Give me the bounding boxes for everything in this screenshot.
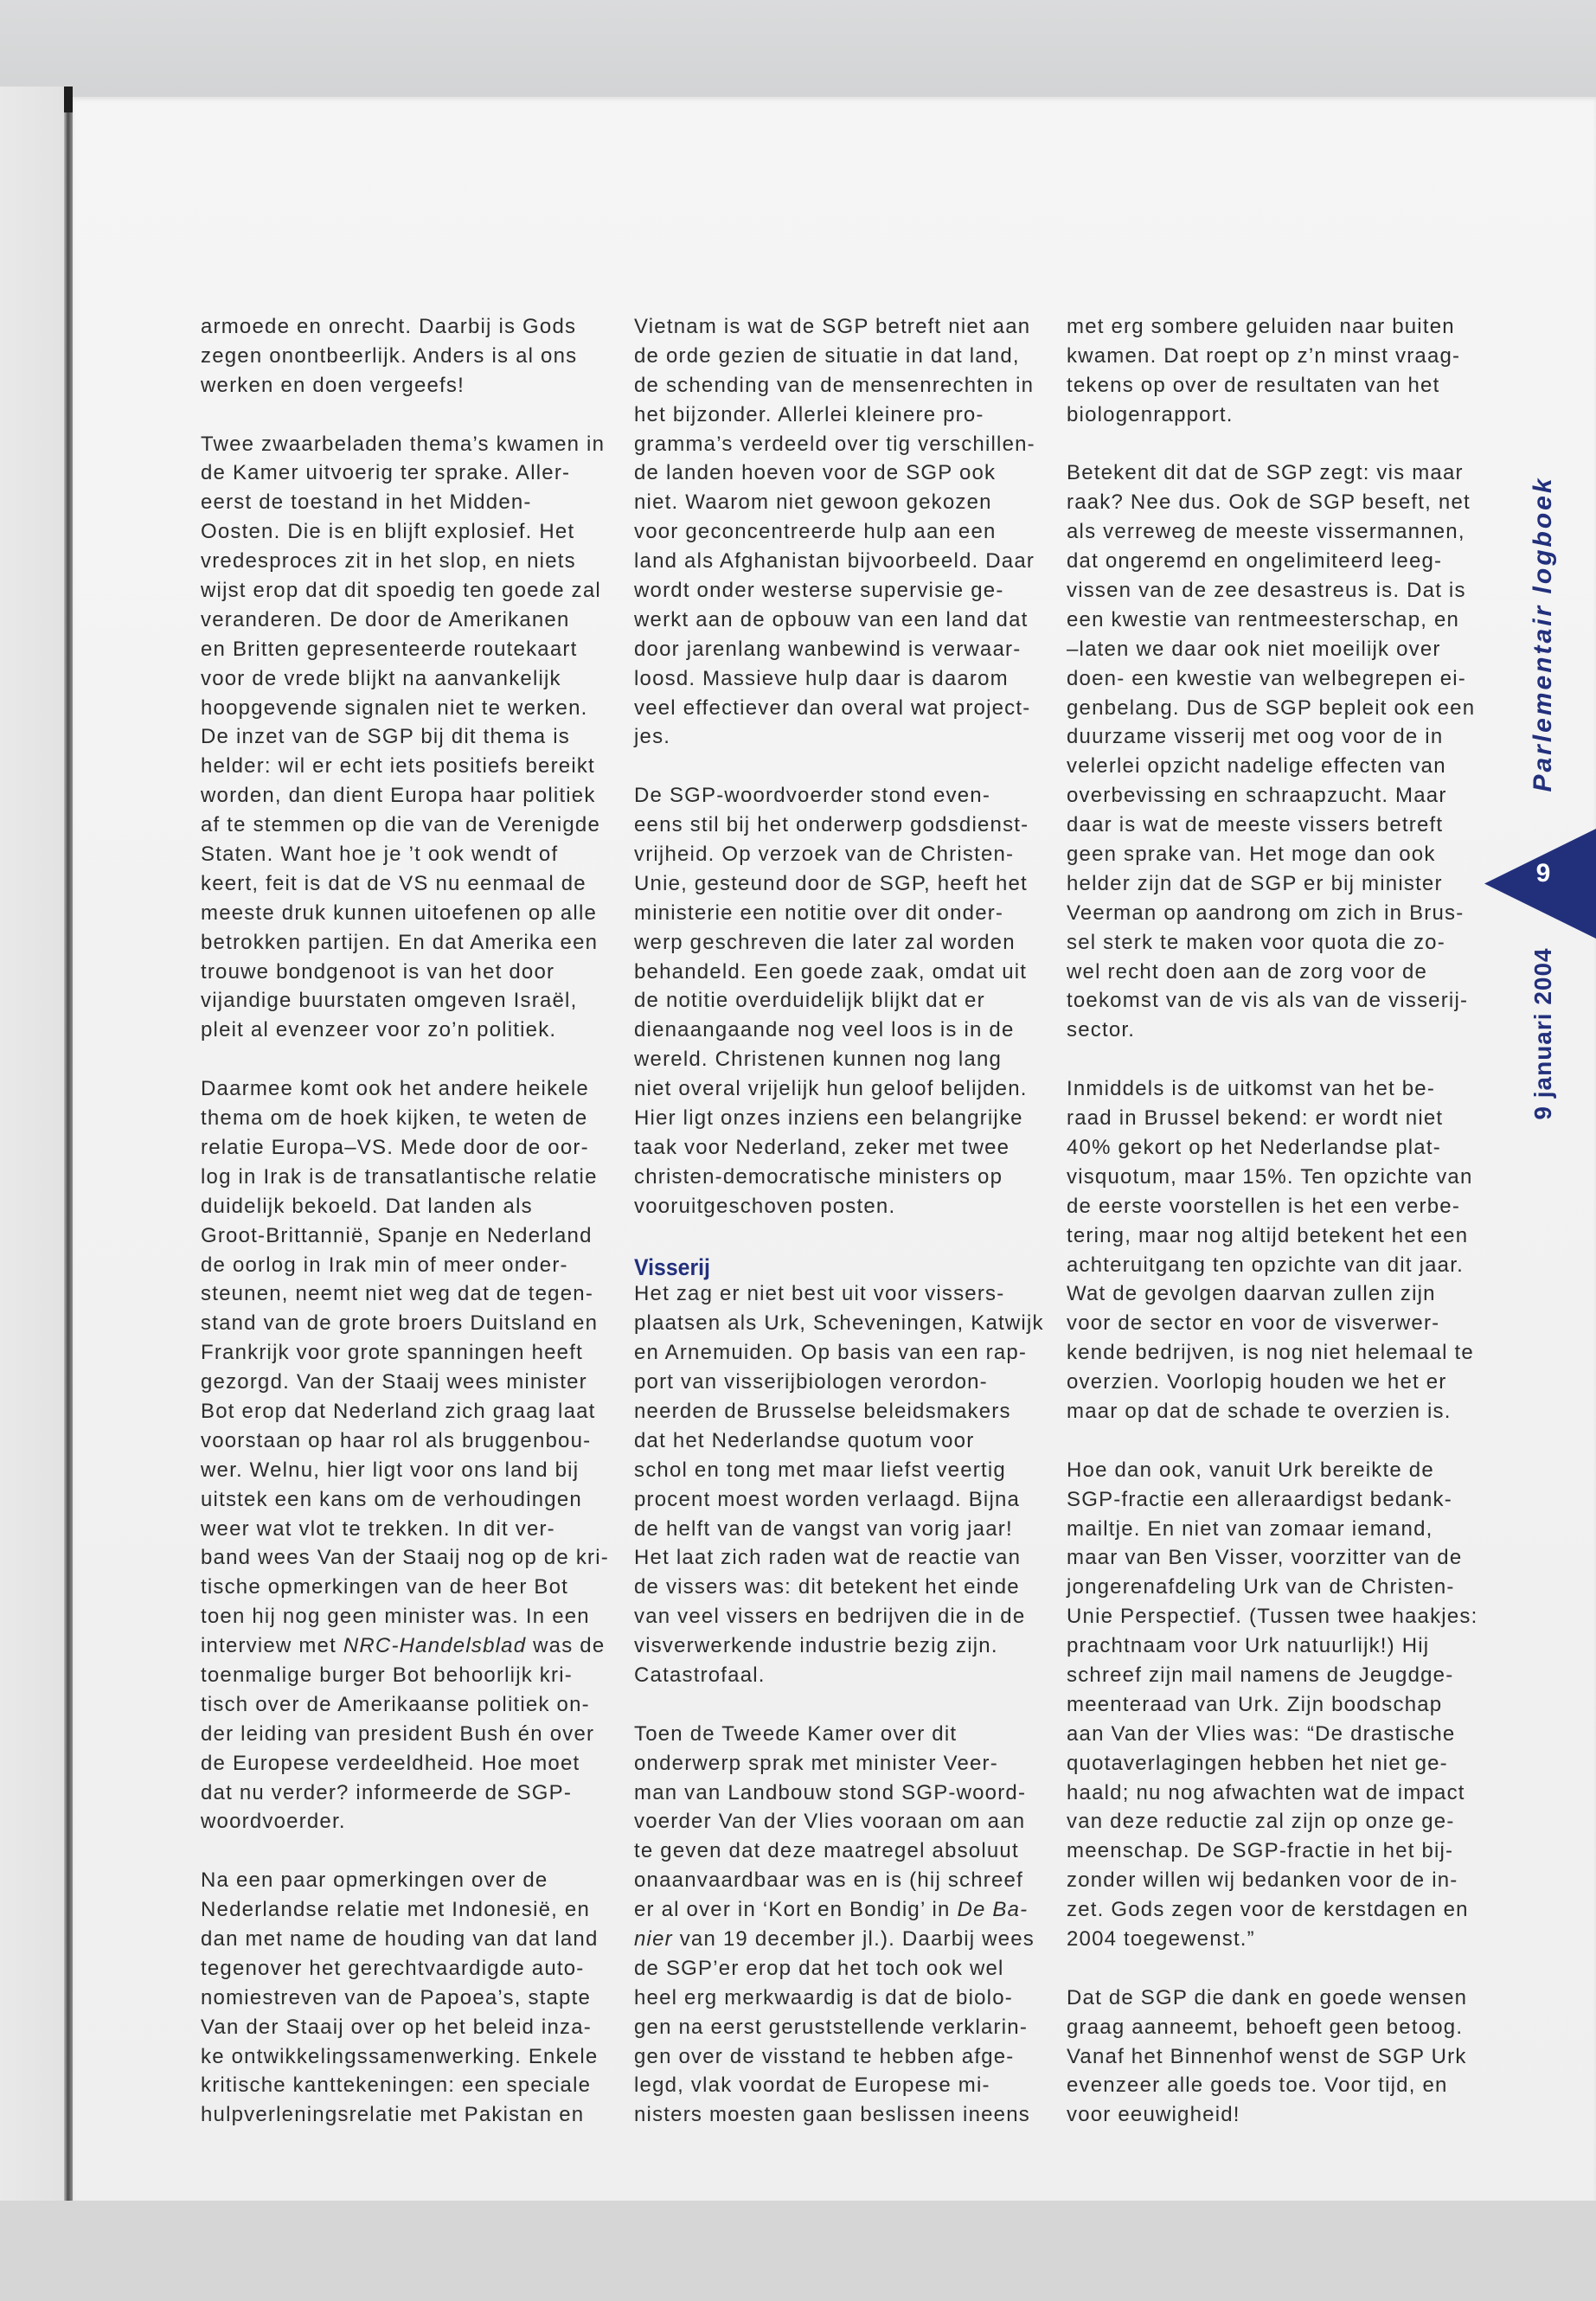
text-line: veel effectiever dan overal wat project- <box>634 695 1031 720</box>
text-line: schreef zijn mail namens de Jeugdge- <box>1067 1663 1454 1687</box>
text-run: er al over in ‘Kort en Bondig’ in <box>634 1898 958 1922</box>
text-line: de Europese verdeeldheid. Hoe moet <box>201 1751 580 1775</box>
text-line: voor de sector en voor de visverwer- <box>1067 1311 1440 1336</box>
text-line: daar is wat de meeste vissers betreft <box>1067 813 1444 837</box>
text-line: meenteraad van Urk. Zijn boodschap <box>1067 1692 1443 1716</box>
text-line: eerst de toestand in het Midden- <box>201 490 532 515</box>
text-line: relatie Europa–VS. Mede door de oor- <box>201 1135 589 1159</box>
text-line: tegenover het gerechtvaardigde auto- <box>201 1956 585 1980</box>
text-line: dat het Nederlandse quotum voor <box>634 1428 975 1452</box>
text-line: duurzame visserij met oog voor de in <box>1067 725 1444 749</box>
paragraph <box>201 1866 616 2130</box>
text-line <box>634 1925 1049 1954</box>
text-line: de vissers was: dit betekent het einde <box>634 1575 1020 1599</box>
text-line: voor geconcentreerde hulp aan een <box>634 520 997 544</box>
text-line: wijst erop dat dit spoedig ten goede zal <box>201 579 601 603</box>
text-line: Daarmee komt ook het andere heikele <box>201 1077 589 1101</box>
text-line: mailtje. En niet van zomaar iemand, <box>1067 1516 1433 1541</box>
text-line: worden, dan dient Europa haar politiek <box>201 784 596 808</box>
text-line: maar van Ben Visser, voorzitter van de <box>1067 1546 1463 1570</box>
text-line: man van Landbouw stond SGP-woord- <box>634 1780 1027 1804</box>
paragraph <box>1067 312 1482 430</box>
text-line: heel erg merkwaardig is dat de biolo- <box>634 1985 1013 2009</box>
text-line: genbelang. Dus de SGP bepleit ook een <box>1067 695 1476 720</box>
text-line: duidelijk bekoeld. Dat landen als <box>201 1194 533 1218</box>
paragraph <box>201 430 616 1046</box>
text-line: wereld. Christenen kunnen nog lang <box>634 1048 1003 1072</box>
text-line: een kwestie van rentmeesterschap, en <box>1067 607 1460 631</box>
text-line: Toen de Tweede Kamer over dit <box>634 1721 958 1746</box>
paragraph <box>634 1279 1049 1689</box>
text-line: zegen onontbeerlijk. Anders is al ons <box>201 343 578 368</box>
text-line: als verreweg de meeste vissermannen, <box>1067 520 1465 544</box>
text-line: nomiestreven van de Papoea’s, stapte <box>201 1985 592 2009</box>
text-line: gen over de visstand te hebben afge- <box>634 2044 1015 2068</box>
text-line: Nederlandse relatie met Indonesië, en <box>201 1898 590 1922</box>
text-line: tisch over de Amerikaanse politiek on- <box>201 1692 590 1716</box>
text-line: de schending van de mensenrechten in <box>634 373 1035 397</box>
text-line: het bijzonder. Allerlei kleinere pro- <box>634 402 984 426</box>
text-line: schol en tong met maar liefst veertig <box>634 1458 1006 1482</box>
text-line: meenschap. De SGP-fractie in het bij- <box>1067 1839 1454 1863</box>
text-line: Oosten. Die is en blijft explosief. Het <box>201 520 575 544</box>
page-binding <box>64 87 73 2201</box>
text-line: gezorgd. Van der Staaij wees minister <box>201 1370 587 1394</box>
paragraph <box>201 312 616 401</box>
text-run: interview met <box>201 1634 343 1658</box>
text-line: woordvoerder. <box>201 1810 346 1834</box>
text-line: evenzeer alle goeds toe. Voor tijd, en <box>1067 2073 1448 2098</box>
text-line: de notitie overduidelijk blijkt dat er <box>634 989 985 1013</box>
text-line: de landen hoeven voor de SGP ook <box>634 461 997 485</box>
text-line: overbevissing en schraapzucht. Maar <box>1067 784 1447 808</box>
text-line: aan Van der Vlies was: “De drastische <box>1067 1721 1456 1746</box>
text-line: van deze reductie zal zijn op onze ge- <box>1067 1810 1455 1834</box>
page-number: 9 <box>1535 859 1551 888</box>
text-line: dan met name de houding van dat land <box>201 1926 599 1951</box>
text-line: toen hij nog geen minister was. In een <box>201 1605 590 1629</box>
text-line: sel sterk te maken voor quota die zo- <box>1067 930 1445 954</box>
text-line: Dat de SGP die dank en goede wensen <box>1067 1985 1468 2009</box>
text-line: De SGP-woordvoerder stond even- <box>634 784 991 808</box>
text-line: Frankrijk voor grote spanningen heeft <box>201 1341 583 1365</box>
text-line: raak? Nee dus. Ook de SGP beseft, net <box>1067 490 1471 515</box>
text-line: geen sprake van. Het moge dan ook <box>1067 843 1436 867</box>
text-line: vissen van de zee desastreus is. Dat is <box>1067 579 1466 603</box>
text-line: en Britten gepresenteerde routekaart <box>201 637 578 661</box>
text-line: werkt aan de opbouw van een land dat <box>634 607 1029 631</box>
text-line: werken en doen vergeefs! <box>201 373 465 397</box>
text-line: betrokken partijen. En dat Amerika een <box>201 930 599 954</box>
text-line: de orde gezien de situatie in dat land, <box>634 343 1020 368</box>
text-line: met erg sombere geluiden naar buiten <box>1067 315 1455 338</box>
text-line: maar op dat de schade te overzien is. <box>1067 1399 1452 1423</box>
text-line: Betekent dit dat de SGP zegt: vis maar <box>1067 461 1464 485</box>
text-line: trouwe bondgenoot is van het door <box>201 959 555 984</box>
text-line: meeste druk kunnen uitoefenen op alle <box>201 901 598 925</box>
italic-title: nier <box>634 1926 673 1951</box>
text-line: door jarenlang wanbewind is verwaar- <box>634 637 1022 661</box>
text-line: thema om de hoek kijken, te weten de <box>201 1106 588 1131</box>
text-line: vredesproces zit in het slop, en niets <box>201 549 576 574</box>
text-line: 2004 toegewenst.” <box>1067 1926 1255 1951</box>
text-line: hoopgevende signalen niet te werken. <box>201 695 588 720</box>
text-line: niet. Waarom niet gewoon gekozen <box>634 490 992 515</box>
text-line: Inmiddels is de uitkomst van het be- <box>1067 1077 1436 1101</box>
text-line: vrijheid. Op verzoek van de Christen- <box>634 843 1015 867</box>
text-line: kende bedrijven, is nog niet helemaal te <box>1067 1341 1474 1365</box>
text-line: werp geschreven die later zal worden <box>634 930 1016 954</box>
paragraph <box>634 1720 1049 2130</box>
text-line: pleit al evenzeer voor zo’n politiek. <box>201 1018 557 1042</box>
text-line: zonder willen wij bedanken voor de in- <box>1067 1868 1458 1893</box>
section-title-vertical: Parlementair logboek <box>1529 476 1557 792</box>
text-line: Twee zwaarbeladen thema’s kwamen in <box>201 432 606 456</box>
text-line: onderwerp sprak met minister Veer- <box>634 1751 998 1775</box>
text-line: achteruitgang ten opzichte van dit jaar. <box>1067 1253 1464 1277</box>
text-line: dienaangaande nog veel loos is in de <box>634 1018 1015 1042</box>
paragraph <box>1067 1984 1482 2130</box>
text-line: toenmalige burger Bot behoorlijk kri- <box>201 1663 573 1687</box>
text-line: Na een paar opmerkingen over de <box>201 1868 548 1893</box>
text-line: visverwerkende industrie bezig zijn. <box>634 1634 998 1658</box>
text-line: tekens op over de resultaten van het <box>1067 373 1440 397</box>
text-line: armoede en onrecht. Daarbij is Gods <box>201 315 577 338</box>
scan-top-margin <box>0 0 1596 97</box>
text-line: Bot erop dat Nederland zich graag laat <box>201 1399 596 1423</box>
text-line: te geven dat deze maatregel absoluut <box>634 1839 1019 1863</box>
text-line: haald; nu nog afwachten wat de impact <box>1067 1780 1465 1804</box>
text-line: velerlei opzicht nadelige effecten van <box>1067 754 1446 779</box>
text-line: steunen, neemt niet weg dat de tegen- <box>201 1282 594 1306</box>
text-line: de eerste voorstellen is het een verbe- <box>1067 1194 1461 1218</box>
text-line: van veel vissers en bedrijven die in de <box>634 1605 1026 1629</box>
text-line: hulpverleningsrelatie met Pakistan en <box>201 2103 585 2127</box>
text-line: de oorlog in Irak min of meer onder- <box>201 1253 568 1277</box>
text-line: voerder Van der Vlies vooraan om aan <box>634 1810 1026 1834</box>
text-line: log in Irak is de transatlantische relatie <box>201 1164 598 1189</box>
text-line: overzien. Voorlopig houden we het er <box>1067 1370 1447 1394</box>
text-line: ministerie een notitie over dit onder- <box>634 901 1004 925</box>
text-line <box>634 1895 1049 1925</box>
text-run: was de <box>526 1634 606 1658</box>
text-line: legd, vlak voordat de Europese mi- <box>634 2073 990 2098</box>
text-line: Unie Perspectief. (Tussen twee haakjes: <box>1067 1605 1478 1629</box>
text-line: voor eeuwigheid! <box>1067 2103 1240 2127</box>
text-line: christen-democratische ministers op <box>634 1164 1003 1189</box>
text-line: port van visserijbiologen verordon- <box>634 1370 988 1394</box>
text-line: visquotum, maar 15%. Ten opzichte van <box>1067 1164 1473 1189</box>
text-line: quotaverlagingen hebben het niet ge- <box>1067 1751 1448 1775</box>
paragraph <box>1067 1074 1482 1426</box>
text-line: wordt onder westerse supervisie ge- <box>634 579 1004 603</box>
text-line: taak voor Nederland, zeker met twee <box>634 1135 1010 1159</box>
text-line: uitstek een kans om de verhoudingen <box>201 1487 582 1511</box>
text-line: Van der Staaij over op het beleid inza- <box>201 2015 592 2039</box>
text-line: Veerman op aandrong om zich in Brus- <box>1067 901 1465 925</box>
text-line: eens stil bij het onderwerp godsdienst- <box>634 813 1029 837</box>
text-line: raad in Brussel bekend: er wordt niet <box>1067 1106 1444 1131</box>
text-line <box>201 1631 616 1661</box>
text-line: de helft van de vangst van vorig jaar! <box>634 1516 1013 1541</box>
text-line: dat ongeremd en ongelimiteerd leeg- <box>1067 549 1443 574</box>
text-line: jes. <box>634 725 671 749</box>
text-line: voor de vrede blijkt na aanvankelijk <box>201 666 561 690</box>
text-column <box>201 312 616 2130</box>
text-line: de SGP’er erop dat het toch ook wel <box>634 1956 1004 1980</box>
text-line: tische opmerkingen van de heer Bot <box>201 1575 569 1599</box>
text-line: helder zijn dat de SGP er bij minister <box>1067 871 1443 895</box>
italic-title: De Ba- <box>957 1898 1029 1922</box>
text-line: De inzet van de SGP bij dit thema is <box>201 725 570 749</box>
text-line: Hoe dan ook, vanuit Urk bereikte de <box>1067 1458 1434 1482</box>
text-line: niet overal vrijelijk hun geloof belijden. <box>634 1077 1028 1101</box>
facing-page-edge <box>0 87 66 2201</box>
text-line: gen na eerst geruststellende verklarin- <box>634 2015 1029 2039</box>
text-line: 40% gekort op het Nederlandse plat- <box>1067 1135 1441 1159</box>
text-line: plaatsen als Urk, Scheveningen, Katwijk <box>634 1311 1044 1336</box>
text-line: Unie, gesteund door de SGP, heeft het <box>634 871 1028 895</box>
text-column <box>634 312 1049 2130</box>
text-line: de Kamer uitvoerig ter sprake. Aller- <box>201 461 571 485</box>
text-line: graag aanneemt, behoeft geen betoog. <box>1067 2015 1464 2039</box>
text-line: voorstaan op haar rol als bruggenbou- <box>201 1428 592 1452</box>
text-line: weer wat vlot te trekken. In dit ver- <box>201 1516 555 1541</box>
text-line: toekomst van de vis als van de visserij- <box>1067 989 1469 1013</box>
text-line: en Arnemuiden. Op basis van een rap- <box>634 1341 1028 1365</box>
text-line: vijandige buurstaten omgeven Israël, <box>201 989 578 1013</box>
text-line: gramma’s verdeeld over tig verschillen- <box>634 432 1035 456</box>
paragraph <box>201 1074 616 1836</box>
text-line: behandeld. Een goede zaak, omdat uit <box>634 959 1028 984</box>
text-line: sector. <box>1067 1018 1136 1042</box>
text-line: helder: wil er echt iets positiefs bereikt <box>201 754 595 779</box>
text-line: Vietnam is wat de SGP betreft niet aan <box>634 315 1031 338</box>
text-line: Staten. Want hoe je ’t ook wendt of <box>201 843 559 867</box>
text-line: Het zag er niet best uit voor vissers- <box>634 1282 1005 1306</box>
paragraph <box>1067 1456 1482 1954</box>
paragraph <box>634 781 1049 1221</box>
text-line: Hier ligt onzes inziens een belangrijke <box>634 1106 1023 1131</box>
text-line: SGP-fractie een alleraardigst bedank- <box>1067 1487 1452 1511</box>
text-line: neerden de Brusselse beleidsmakers <box>634 1399 1011 1423</box>
text-line: keert, feit is dat de VS nu eenmaal de <box>201 871 586 895</box>
text-run: van 19 december jl.). Daarbij wees <box>672 1926 1035 1951</box>
text-line: nisters moesten gaan beslissen ineens <box>634 2103 1030 2127</box>
text-line: onaanvaardbaar was en is (hij schreef <box>634 1868 1023 1893</box>
text-line: zet. Gods zegen voor de kerstdagen en <box>1067 1898 1469 1922</box>
text-line: dat nu verder? informeerde de SGP- <box>201 1780 573 1804</box>
binding-shadow <box>64 87 73 112</box>
text-line: land als Afghanistan bijvoorbeeld. Daar <box>634 549 1035 574</box>
text-line: doen- een kwestie van welbegrepen ei- <box>1067 666 1466 690</box>
text-line: kwamen. Dat roept op z’n minst vraag- <box>1067 343 1461 368</box>
text-line: af te stemmen op die van de Verenigde <box>201 813 601 837</box>
text-line: wer. Welnu, hier ligt voor ons land bij <box>201 1458 580 1482</box>
text-line: wel recht doen aan de zorg voor de <box>1067 959 1428 984</box>
text-line: der leiding van president Bush én over <box>201 1721 595 1746</box>
text-line: veranderen. De door de Amerikanen <box>201 607 570 631</box>
text-line: ke ontwikkelingssamenwerking. Enkele <box>201 2044 599 2068</box>
text-line: Catastrofaal. <box>634 1663 766 1687</box>
text-line: biologenrapport. <box>1067 402 1234 426</box>
text-column <box>1067 312 1482 2130</box>
paragraph <box>634 312 1049 752</box>
text-line: stand van de grote broers Duitsland en <box>201 1311 599 1336</box>
text-line: Het laat zich raden wat de reactie van <box>634 1546 1022 1570</box>
text-line: kritische kanttekeningen: een speciale <box>201 2073 592 2098</box>
text-line: jongerenafdeling Urk van de Christen- <box>1067 1575 1455 1599</box>
text-line: Wat de gevolgen daarvan zullen zijn <box>1067 1282 1436 1306</box>
text-line: Vanaf het Binnenhof wenst de SGP Urk <box>1067 2044 1467 2068</box>
italic-title: NRC-Handelsblad <box>343 1634 527 1658</box>
text-line: prachtnaam voor Urk natuurlijk!) Hij <box>1067 1634 1430 1658</box>
scan-bottom-margin <box>0 2201 1596 2301</box>
text-line: Groot-Brittannië, Spanje en Nederland <box>201 1223 593 1247</box>
text-line: procent moest worden verlaagd. Bijna <box>634 1487 1021 1511</box>
text-line: loosd. Massieve hulp daar is daarom <box>634 666 1009 690</box>
text-line: band wees Van der Staaij nog op de kri- <box>201 1546 609 1570</box>
paragraph <box>1067 458 1482 1045</box>
text-line: –laten we daar ook niet moeilijk over <box>1067 637 1441 661</box>
text-line: tering, maar nog altijd betekent het een <box>1067 1223 1469 1247</box>
text-line: vooruitgeschoven posten. <box>634 1194 896 1218</box>
issue-date: 9 januari 2004 <box>1529 947 1556 1120</box>
section-heading: Visserij <box>634 1253 710 1280</box>
